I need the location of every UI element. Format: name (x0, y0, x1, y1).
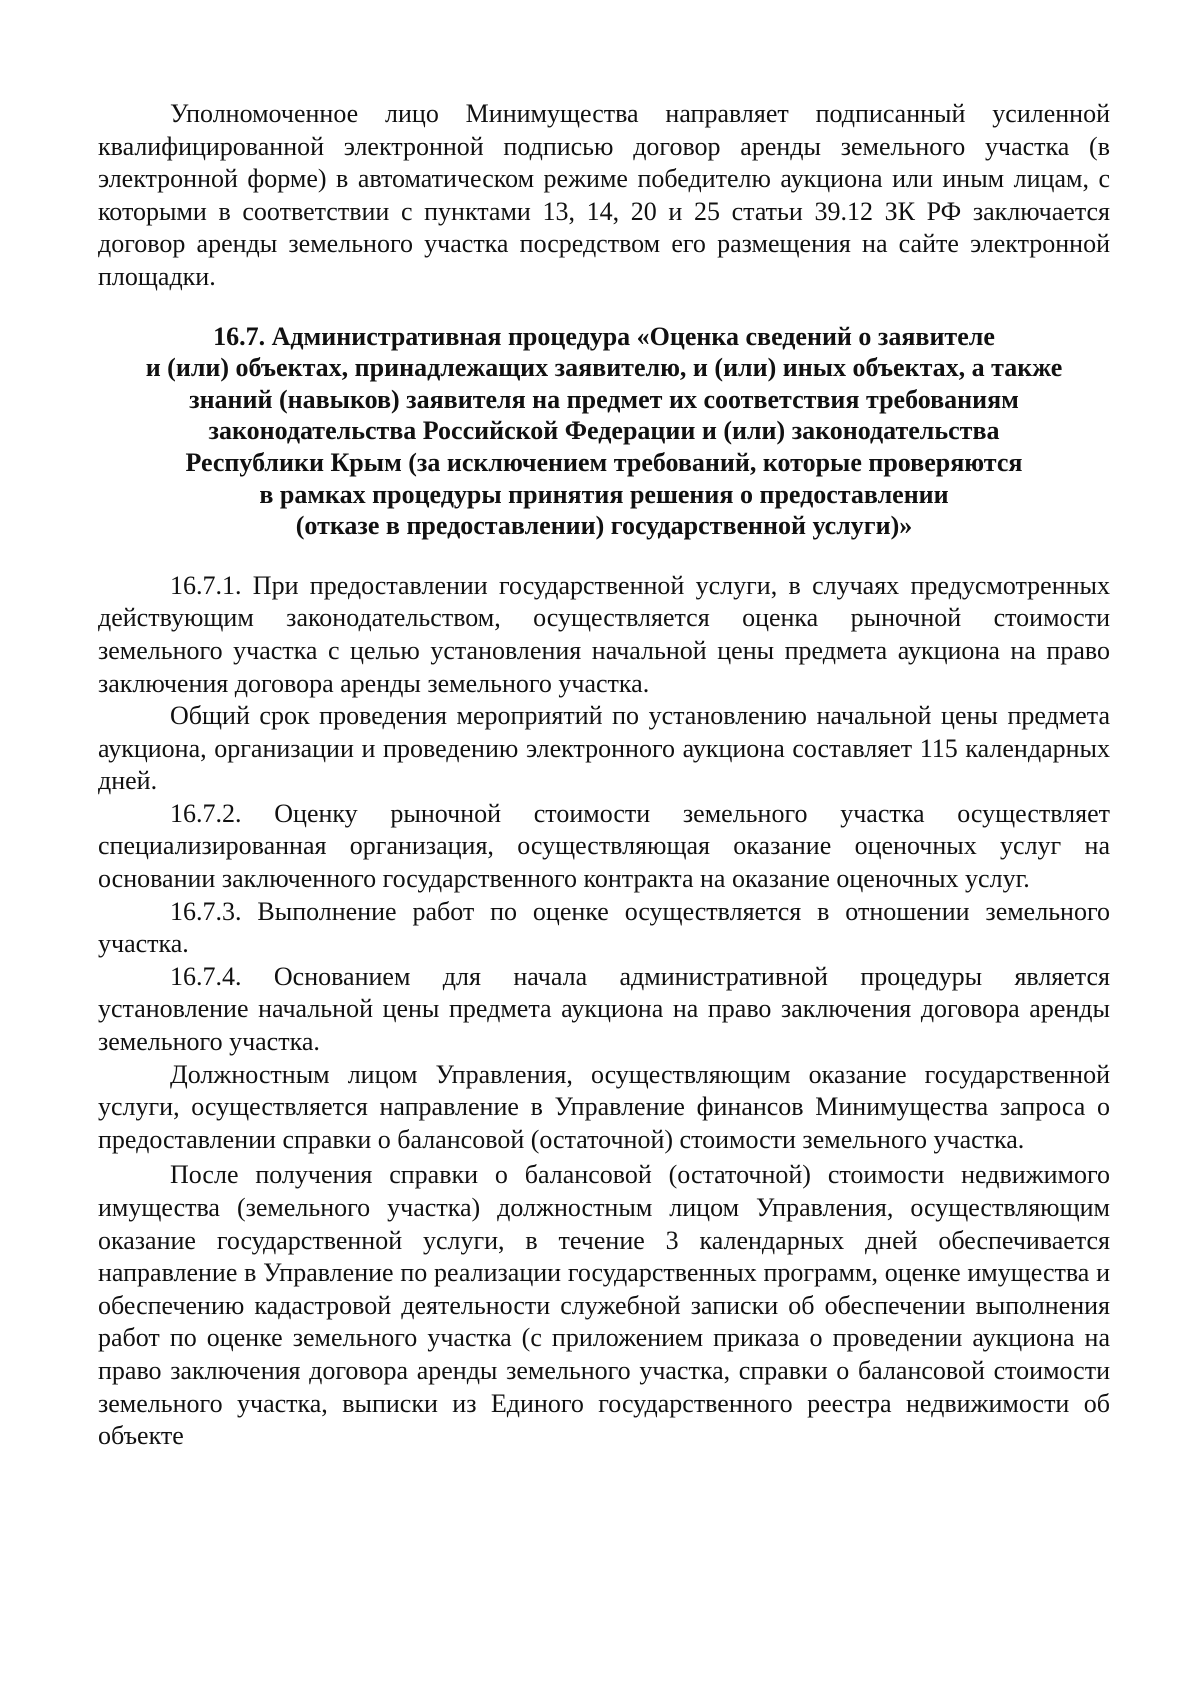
intro-paragraph: Уполномоченное лицо Минимущества направляет подписанный усиленной квалифицированной электронной подписью договор аренды земельного участка (в электронной форме) в автоматическом режиме победителю аукциона или иным лицам, с которыми в соответствии с пунктами 13, 14, 20 и 25 статьи 39.12 ЗК РФ заключается договор аренды земельного участка посредством его размещения на сайте электронной площадки. (98, 99, 1110, 291)
paragraph-16-7-4: 16.7.4. Основанием для начала административной процедуры является установление начальной цены предмета аукциона на право заключения договора аренды земельного участка. (98, 961, 1110, 1057)
section-heading-line: и (или) объектах, принадлежащих заявителю, и (или) иных объектах, а также (145, 353, 1063, 383)
section-heading (98, 321, 1110, 542)
section-heading-line: законодательства Российской Федерации и (или) законодательства (208, 416, 1000, 446)
section-heading-line: Республики Крым (за исключением требований, которые проверяются (185, 447, 1023, 477)
section-heading-line: знаний (навыков) заявителя на предмет их соответствия требованиям (189, 384, 1019, 414)
paragraph-after-certificate: После получения справки о балансовой (остаточной) стоимости недвижимого имущества (земельного участка) должностным лицом Управления, осуществляющим оказание государственной услуги, в течение 3 календарных дней обеспечивается направление в Управление по реализации государственных программ, оценке имущества и обеспечению кадастровой деятельности служебной записки об обеспечении выполнения работ по оценке земельного участка (с приложением приказа о проведении аукциона на право заключения договора аренды земельного участка, справки о балансовой стоимости земельного участка, выписки из Единого государственного реестра недвижимости об объекте (98, 1160, 1110, 1451)
paragraph-16-7-2: 16.7.2. Оценку рыночной стоимости земельного участка осуществляет специализированная организация, осуществляющая оказание оценочных услуг на основании заключенного государственного контракта на оказание оценочных услуг. (98, 798, 1110, 894)
section-heading-line: в рамках процедуры принятия решения о предоставлении (259, 479, 949, 509)
section-heading-line: 16.7. Административная процедура «Оценка сведений о заявителе (213, 321, 995, 351)
paragraph-official-request: Должностным лицом Управления, осуществляющим оказание государственной услуги, осуществляется направление в Управление финансов Минимущества запроса о предоставлении справки о балансовой (остаточной) стоимости земельного участка. (98, 1059, 1110, 1154)
section-heading-line: (отказе в предоставлении) государственной услуги)» (295, 511, 913, 541)
document-page (98, 98, 1110, 1453)
paragraph-auction-term: Общий срок проведения мероприятий по установлению начальной цены предмета аукциона, организации и проведению электронного аукциона составляет 115 календарных дней. (98, 701, 1110, 796)
paragraph-16-7-1: 16.7.1. При предоставлении государственной услуги, в случаях предусмотренных действующим законодательством, осуществляется оценка рыночной стоимости земельного участка с целью установления начальной цены предмета аукциона на право заключения договора аренды земельного участка. (98, 570, 1110, 698)
paragraph-16-7-3: 16.7.3. Выполнение работ по оценке осуществляется в отношении земельного участка. (98, 896, 1110, 959)
